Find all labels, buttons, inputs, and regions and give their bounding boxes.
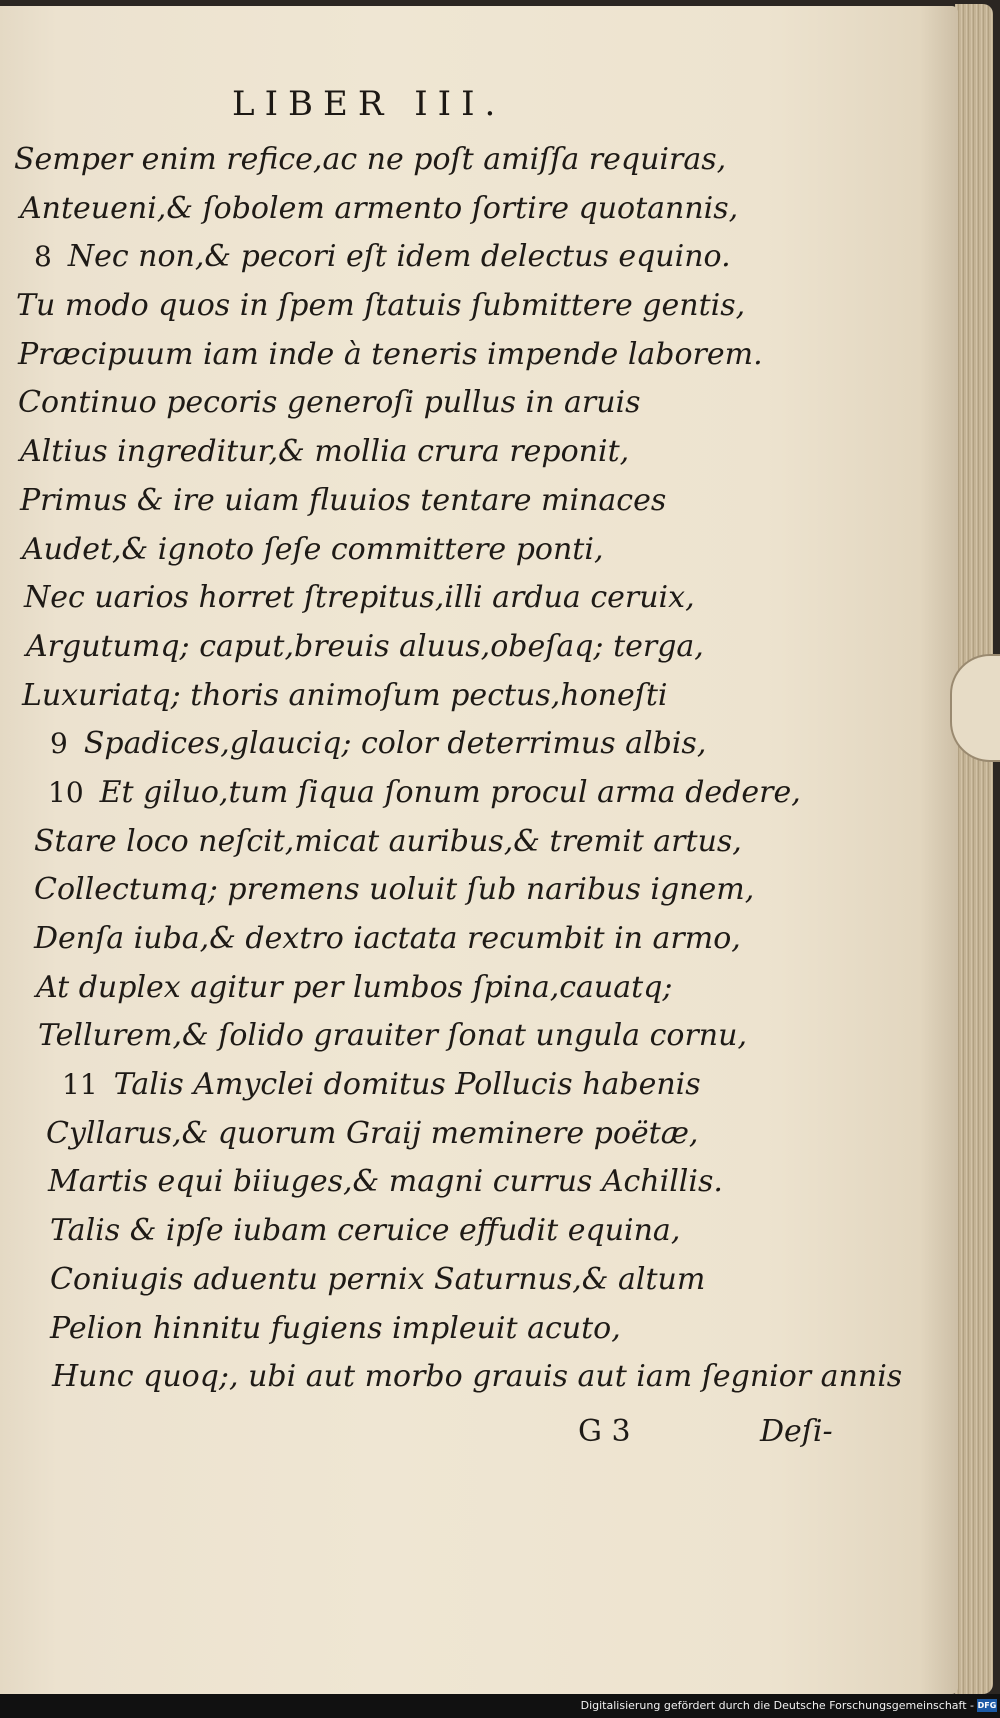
verse-text: Altius ingreditur,& mollia crura reponit,	[20, 434, 630, 470]
book-clasp	[950, 654, 1000, 762]
verse-text: Luxuriatq; thoris animoſum pectus,honeſti	[22, 677, 668, 713]
verse-text: Coniugis aduentu pernix Saturnus,& altum	[50, 1261, 706, 1297]
verse-line	[0, 672, 940, 721]
verse-text: Spadices,glauciq; color deterrimus albis,	[83, 726, 707, 762]
dfg-logo-icon: DFG	[977, 1701, 997, 1710]
verse-number: 11	[62, 1068, 98, 1102]
verse-line	[0, 574, 940, 623]
verse-text: Semper enim refice,ac ne poſt amiſſa requiras,	[14, 142, 727, 177]
verse-line	[0, 233, 940, 282]
verse-line	[0, 1158, 940, 1207]
verse-text: Cyllarus,& quorum Graij meminere poëtæ,	[46, 1115, 699, 1151]
verse-line	[0, 185, 940, 234]
verse-text: Talis Amyclei domitus Pollucis habenis	[113, 1067, 701, 1103]
verse-line	[0, 331, 940, 380]
verse-text: Stare loco neſcit,micat auribus,& tremit artus,	[34, 823, 742, 859]
verse-line	[0, 818, 940, 867]
verse-text: At duplex agitur per lumbos ſpina,cauatq;	[36, 969, 673, 1005]
verse-number: 9	[50, 727, 68, 761]
verse-line	[0, 1110, 940, 1159]
verse-text: Nec uarios horret ſtrepitus,illi ardua ceruix,	[24, 580, 695, 616]
verse-line	[0, 1353, 940, 1402]
verse-line	[0, 477, 940, 526]
signature-mark: G 3	[578, 1414, 631, 1449]
page-footer	[0, 1414, 940, 1464]
verse-text: Collectumq; premens uoluit ſub naribus ignem,	[34, 872, 755, 908]
verse-text: Denſa iuba,& dextro iactata recumbit in armo,	[34, 921, 741, 956]
verse-text: Pelion hinnitu fugiens impleuit acuto,	[50, 1310, 621, 1346]
verse-line	[0, 1256, 940, 1305]
verse-line	[0, 282, 940, 331]
digitization-credit: Digitalisierung gefördert durch die Deutsche Forschungsgemeinschaft -	[580, 1699, 974, 1712]
verse-text: Audet,& ignoto ſeſe committere ponti,	[22, 531, 604, 567]
verse-text: Tellurem,& ſolido grauiter ſonat ungula cornu,	[38, 1018, 747, 1054]
verse-line	[0, 379, 940, 428]
verse-line	[0, 1305, 940, 1354]
verse-text: Primus & ire uiam fluuios tentare minaces	[20, 482, 667, 518]
verse-text: Anteueni,& ſobolem armento ſortire quotannis,	[20, 190, 739, 226]
verse-lines	[0, 136, 940, 1402]
verse-line	[0, 526, 940, 575]
verse-text: Nec non,& pecori eſt idem delectus equino.	[67, 239, 731, 275]
verse-text: Martis equi biiuges,& magni currus Achillis.	[48, 1164, 723, 1200]
verse-line	[0, 866, 940, 915]
verse-line	[0, 428, 940, 477]
running-header: LIBER III.	[232, 84, 506, 124]
verse-line	[0, 136, 940, 185]
book-page	[0, 6, 958, 1694]
verse-line	[0, 1012, 940, 1061]
verse-line	[0, 1061, 940, 1110]
verse-line	[0, 1207, 940, 1256]
verse-text: Et giluo,tum ſiqua ſonum procul arma dedere,	[99, 774, 801, 810]
verse-line	[0, 623, 940, 672]
verse-line	[0, 915, 940, 964]
verse-text: Tu modo quos in ſpem ſtatuis ſubmittere gentis,	[16, 288, 746, 324]
verse-text: Continuo pecoris generoſi pullus in aruis	[18, 385, 641, 421]
verse-text: Talis & ipſe iubam ceruice effudit equina,	[50, 1213, 681, 1249]
verse-text: Hunc quoq;, ubi aut morbo grauis aut iam ſegnior annis	[52, 1359, 903, 1395]
verse-number: 8	[34, 240, 52, 274]
book-page-edges	[955, 4, 993, 1694]
verse-line	[0, 769, 940, 818]
verse-text: Argutumq; caput,breuis aluus,obeſaq; terga,	[26, 628, 704, 664]
verse-line	[0, 720, 940, 769]
verse-text: Præcipuum iam inde à teneris impende laborem.	[18, 336, 763, 372]
verse-line	[0, 964, 940, 1013]
verse-number: 10	[48, 775, 84, 809]
catchword: Deſi-	[760, 1414, 833, 1449]
